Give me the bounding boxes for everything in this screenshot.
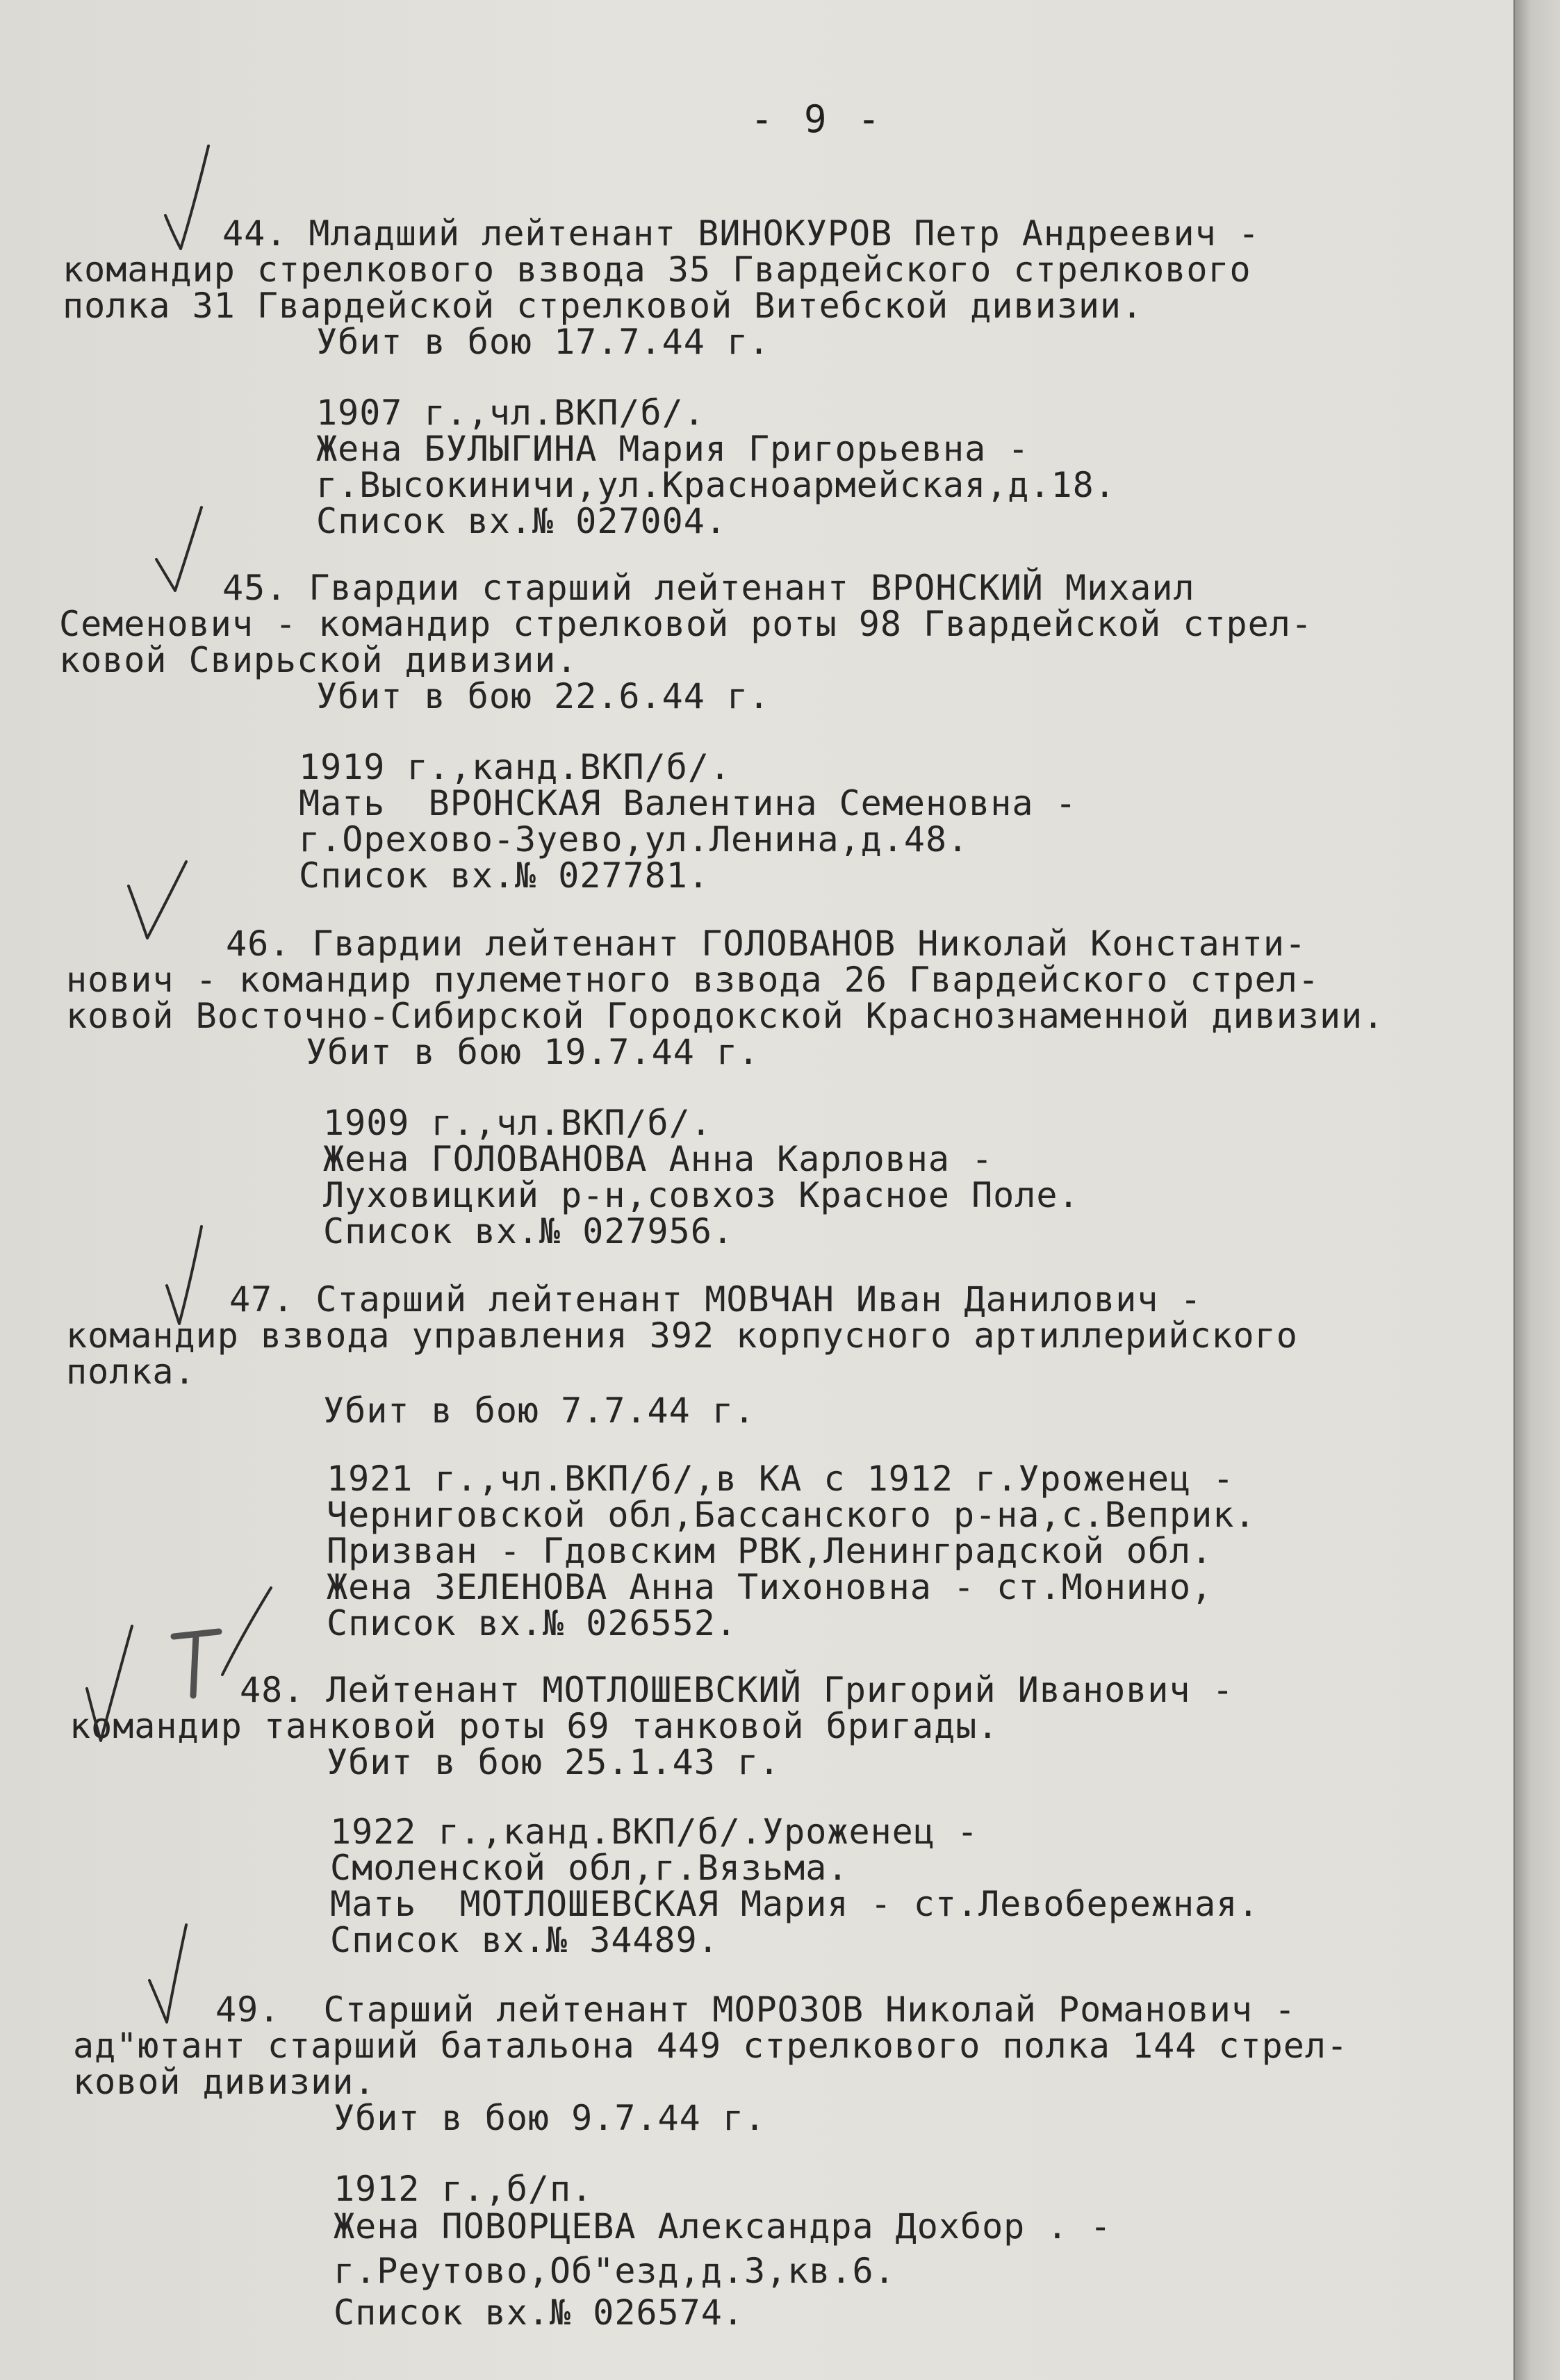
entry-47-birth-party: 1921 г.,чл.ВКП/б/,в КА с 1912 г.Уроженец - bbox=[327, 1459, 1235, 1499]
entry-46-line-3: ковой Восточно-Сибирской Городокской Краснознаменной дивизии. bbox=[66, 996, 1385, 1036]
entry-48-birth-party: 1922 г.,канд.ВКП/б/.Уроженец - bbox=[330, 1812, 979, 1852]
entry-44-birth-party: 1907 г.,чл.ВКП/б/. bbox=[316, 393, 705, 433]
entry-45-line-1: 45. Гвардии старший лейтенант ВРОНСКИЙ Михаил bbox=[222, 568, 1195, 608]
entry-45-line-2: Семенович - командир стрелковой роты 98 Гвардейской стрел- bbox=[59, 604, 1313, 644]
entry-47-killed-date: Убит в бою 7.7.44 г. bbox=[323, 1390, 756, 1431]
pencil-mark-icon bbox=[167, 1626, 229, 1702]
check-mark-icon bbox=[76, 1612, 153, 1751]
check-mark-icon bbox=[153, 1216, 229, 1334]
entry-49-address: г.Реутово,Об"езд,д.3,кв.6. bbox=[334, 2251, 896, 2291]
entry-44-list-number: Список вх.№ 027004. bbox=[316, 501, 727, 541]
entry-45-birth-party: 1919 г.,канд.ВКП/б/. bbox=[299, 747, 732, 787]
page-edge-shadow bbox=[1515, 0, 1560, 2380]
entry-48-birthplace: Смоленской обл,г.Вязьма. bbox=[330, 1848, 849, 1888]
entry-44-killed-date: Убит в бою 17.7.44 г. bbox=[316, 322, 771, 362]
entry-48-relative: Мать МОТЛОШЕВСКАЯ Мария - ст.Левобережная. bbox=[330, 1884, 1260, 1924]
entry-48-line-2: командир танковой роты 69 танковой бригады. bbox=[69, 1706, 999, 1746]
entry-46-address: Луховицкий р-н,совхоз Красное Поле. bbox=[323, 1175, 1080, 1215]
entry-49-list-number: Список вх.№ 026574. bbox=[334, 2292, 744, 2333]
entry-44-line-1: 44. Младший лейтенант ВИНОКУРОВ Петр Андреевич - bbox=[222, 213, 1260, 254]
check-mark-icon bbox=[118, 848, 202, 952]
entry-49-killed-date: Убит в бою 9.7.44 г. bbox=[334, 2098, 766, 2138]
entry-46-line-1: 46. Гвардии лейтенант ГОЛОВАНОВ Николай Константи- bbox=[226, 924, 1307, 964]
entry-49-relative: Жена ПОВОРЦЕВА Александра Дохбор . - bbox=[334, 2206, 1112, 2247]
entry-44-relative: Жена БУЛЫГИНА Мария Григорьевна - bbox=[316, 429, 1030, 469]
entry-48-list-number: Список вх.№ 34489. bbox=[330, 1920, 719, 1960]
entry-47-drafted: Призван - Гдовским РВК,Ленинградской обл. bbox=[327, 1531, 1213, 1571]
entry-47-relative: Жена ЗЕЛЕНОВА Анна Тихоновна - ст.Монино, bbox=[327, 1567, 1213, 1607]
check-mark-icon bbox=[153, 139, 229, 257]
entry-47-line-1: 47. Старший лейтенант МОВЧАН Иван Данилович - bbox=[229, 1279, 1202, 1320]
entry-44-line-3: полка 31 Гвардейской стрелковой Витебской дивизии. bbox=[63, 286, 1144, 326]
check-mark-icon bbox=[139, 1918, 215, 2036]
entry-44-address: г.Высокиничи,ул.Красноармейская,д.18. bbox=[316, 465, 1116, 505]
entry-47-list-number: Список вх.№ 026552. bbox=[327, 1603, 737, 1643]
entry-48-line-1: 48. Лейтенант МОТЛОШЕВСКИЙ Григорий Иванович - bbox=[240, 1670, 1234, 1710]
entry-46-relative: Жена ГОЛОВАНОВА Анна Карловна - bbox=[323, 1139, 994, 1179]
entry-47-line-3: полка. bbox=[66, 1352, 196, 1392]
entry-49-line-2: ад"ютант старший батальона 449 стрелкового полка 144 стрел- bbox=[73, 2026, 1349, 2066]
check-mark-icon bbox=[146, 500, 222, 598]
entry-46-list-number: Список вх.№ 027956. bbox=[323, 1211, 734, 1251]
entry-46-killed-date: Убит в бою 19.7.44 г. bbox=[306, 1032, 760, 1072]
entry-46-line-2: нович - командир пулеметного взвода 26 Гвардейского стрел- bbox=[66, 960, 1320, 1000]
entry-49-birth-party: 1912 г.,б/п. bbox=[334, 2169, 593, 2209]
entry-48-killed-date: Убит в бою 25.1.43 г. bbox=[327, 1742, 781, 1782]
entry-45-list-number: Список вх.№ 027781. bbox=[299, 855, 709, 896]
entry-46-birth-party: 1909 г.,чл.ВКП/б/. bbox=[323, 1103, 712, 1143]
entry-47-line-2: командир взвода управления 392 корпусного артиллерийского bbox=[66, 1315, 1298, 1356]
entry-45-killed-date: Убит в бою 22.6.44 г. bbox=[316, 676, 771, 716]
entry-44-line-2: командир стрелкового взвода 35 Гвардейского стрелкового bbox=[63, 249, 1251, 290]
entry-49-line-3: ковой дивизии. bbox=[73, 2062, 376, 2102]
entry-49-line-1: 49. Старший лейтенант МОРОЗОВ Николай Романович - bbox=[215, 1989, 1297, 2030]
entry-45-line-3: ковой Свирьской дивизии. bbox=[59, 640, 578, 680]
entry-47-birthplace: Черниговской обл,Бассанского р-на,с.Веприк. bbox=[327, 1495, 1256, 1535]
entry-45-address: г.Орехово-Зуево,ул.Ленина,д.48. bbox=[299, 819, 969, 860]
entry-45-relative: Мать ВРОНСКАЯ Валентина Семеновна - bbox=[299, 783, 1077, 823]
page-number: - 9 - bbox=[750, 97, 885, 141]
